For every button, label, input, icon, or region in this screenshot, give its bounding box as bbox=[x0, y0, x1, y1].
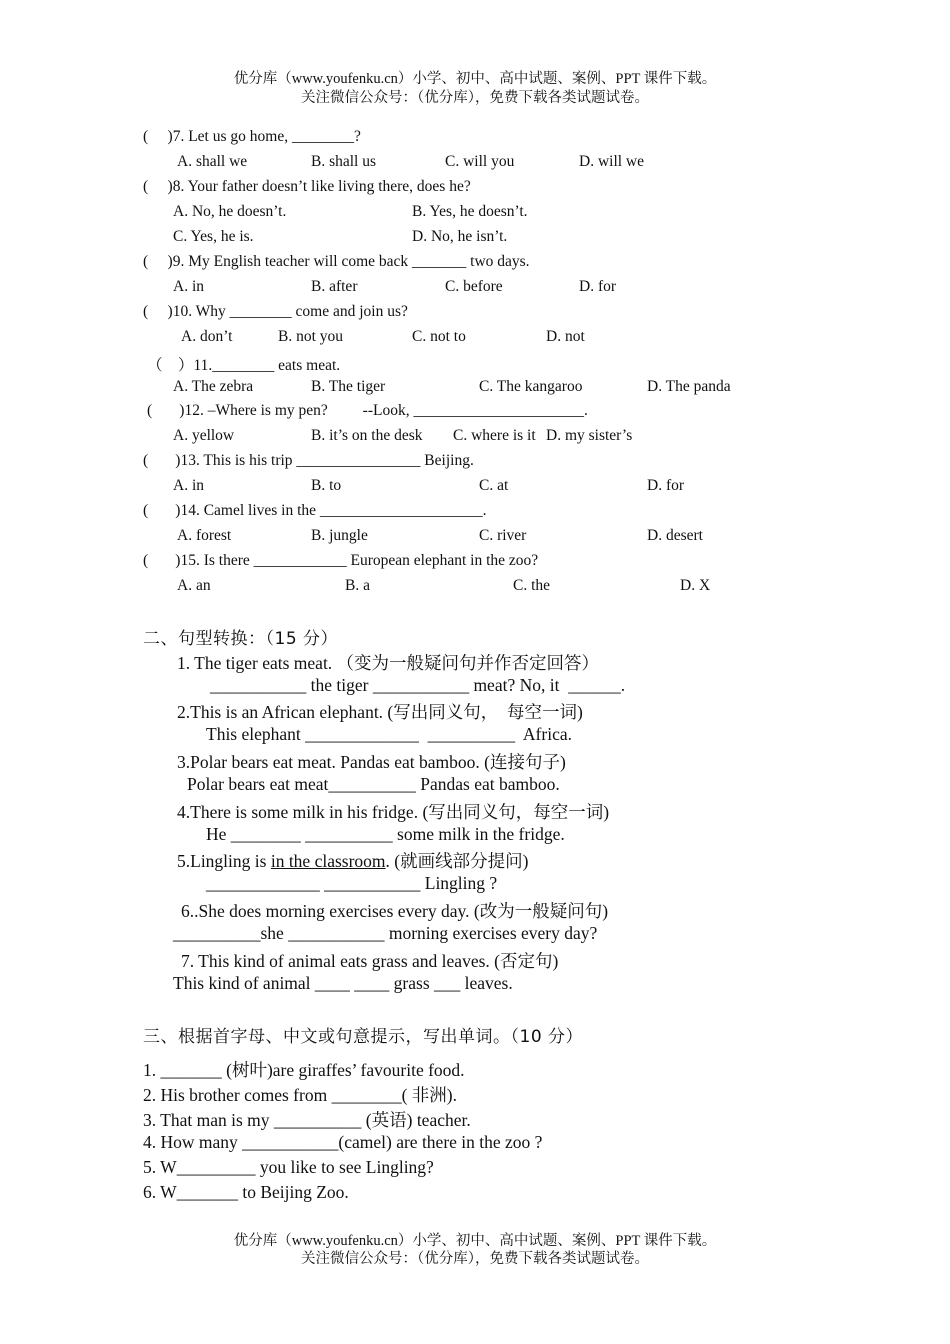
option-c: C. the bbox=[513, 577, 551, 594]
header-line-2: 关注微信公众号：（优分库），免费下载各类试题试卷。 bbox=[301, 90, 649, 106]
transform-answer-2: This elephant _____________ __________ Africa. bbox=[206, 724, 572, 744]
transform-item-7: 7. This kind of animal eats grass and leaves. (否定句) bbox=[181, 951, 559, 971]
footer-line-1: 优分库（www.youfenku.cn）小学、初中、高中试题、案例、PPT 课件下载。 bbox=[233, 1233, 717, 1249]
option-b: B. not you bbox=[278, 328, 344, 345]
option-d: D. desert bbox=[647, 527, 703, 544]
option-b: B. to bbox=[311, 477, 342, 494]
option-c: C. river bbox=[479, 527, 527, 544]
transform-item-5 bbox=[177, 848, 528, 873]
option-c: C. Yes, he is. bbox=[173, 228, 254, 245]
transform-item-1: 1. The tiger eats meat. （变为一般疑问句并作否定回答） bbox=[177, 653, 600, 673]
transform-answer-6: __________she ___________ morning exercises every day? bbox=[173, 923, 598, 943]
question-11: （ ）11.________ eats meat. bbox=[147, 357, 341, 374]
question-10: ( )10. Why ________ come and join us? bbox=[143, 303, 408, 320]
option-b: B. The tiger bbox=[311, 378, 386, 395]
word-item-4: 4. How many ___________(camel) are there in the zoo ? bbox=[143, 1132, 543, 1152]
option-d: D. No, he isn’t. bbox=[412, 228, 508, 245]
section-3-title: 三、根据首字母、中文或句意提示，写出单词。（10 分） bbox=[143, 1027, 584, 1047]
option-a: A. in bbox=[173, 477, 204, 494]
transform-answer-3: Polar bears eat meat__________ Pandas eat bamboo. bbox=[187, 774, 560, 794]
question-15: ( )15. Is there ____________ European elephant in the zoo? bbox=[143, 552, 539, 569]
option-b: B. a bbox=[345, 577, 370, 594]
transform-answer-4: He ________ __________ some milk in the fridge. bbox=[206, 824, 565, 844]
item-5-prefix: 5.Lingling is bbox=[177, 851, 271, 871]
option-c: C. where is it bbox=[453, 427, 536, 444]
option-a: A. forest bbox=[177, 527, 232, 544]
option-d: D. not bbox=[546, 328, 585, 345]
option-c: C. will you bbox=[445, 153, 515, 170]
option-d: D. The panda bbox=[647, 378, 731, 395]
option-b: B. Yes, he doesn’t. bbox=[412, 203, 528, 220]
transform-item-4: 4.There is some milk in his fridge. (写出同义句，每空一词) bbox=[177, 802, 610, 822]
option-a: A. No, he doesn’t. bbox=[173, 203, 287, 220]
question-13: ( )13. This is his trip ________________ Beijing. bbox=[143, 452, 474, 469]
transform-item-2: 2.This is an African elephant. (写出同义句， 每空一词) bbox=[177, 702, 583, 722]
section-2-title: 二、句型转换：（15 分） bbox=[143, 629, 339, 649]
item-5-suffix: . (就画线部分提问) bbox=[385, 851, 529, 871]
question-14: ( )14. Camel lives in the _____________________. bbox=[143, 502, 487, 519]
option-a: A. don’t bbox=[181, 328, 233, 345]
word-item-5: 5. W_________ you like to see Lingling? bbox=[143, 1157, 434, 1177]
option-c: C. The kangaroo bbox=[479, 378, 583, 395]
word-item-1: 1. _______ (树叶)are giraffes’ favourite food. bbox=[143, 1060, 465, 1080]
question-9: ( )9. My English teacher will come back _______ two days. bbox=[143, 253, 530, 270]
word-item-6: 6. W_______ to Beijing Zoo. bbox=[143, 1182, 349, 1202]
option-a: A. an bbox=[177, 577, 211, 594]
question-7: ( )7. Let us go home, ________? bbox=[143, 128, 361, 145]
option-b: B. it’s on the desk bbox=[311, 427, 423, 444]
option-d: D. will we bbox=[579, 153, 645, 170]
option-d: D. my sister’s bbox=[546, 427, 633, 444]
option-b: B. jungle bbox=[311, 527, 368, 544]
option-c: C. not to bbox=[412, 328, 466, 345]
question-12: ( )12. –Where is my pen? --Look, ______________________. bbox=[147, 402, 588, 419]
option-c: C. before bbox=[445, 278, 503, 295]
transform-answer-7: This kind of animal ____ ____ grass ___ leaves. bbox=[173, 973, 513, 993]
header-line-1: 优分库（www.youfenku.cn）小学、初中、高中试题、案例、PPT 课件下载。 bbox=[233, 71, 717, 87]
word-item-2: 2. His brother comes from ________( 非洲). bbox=[143, 1085, 457, 1105]
option-a: A. in bbox=[173, 278, 204, 295]
underlined-phrase: in the classroom bbox=[270, 851, 386, 871]
option-d: D. X bbox=[680, 577, 711, 594]
option-b: B. shall us bbox=[311, 153, 377, 170]
option-a: A. yellow bbox=[173, 427, 235, 444]
option-d: D. for bbox=[579, 278, 617, 295]
option-a: A. The zebra bbox=[173, 378, 254, 395]
transform-answer-5: _____________ ___________ Lingling ? bbox=[206, 873, 498, 893]
transform-item-6: 6..She does morning exercises every day. (改为一般疑问句) bbox=[181, 901, 609, 921]
question-8: ( )8. Your father doesn’t like living there, does he? bbox=[143, 178, 471, 195]
option-b: B. after bbox=[311, 278, 358, 295]
option-a: A. shall we bbox=[177, 153, 248, 170]
transform-item-3: 3.Polar bears eat meat. Pandas eat bamboo. (连接句子) bbox=[177, 752, 566, 772]
option-d: D. for bbox=[647, 477, 685, 494]
footer-line-2: 关注微信公众号：（优分库），免费下载各类试题试卷。 bbox=[301, 1251, 649, 1267]
word-item-3: 3. That man is my __________ (英语) teacher. bbox=[143, 1110, 471, 1130]
transform-answer-1: ___________ the tiger ___________ meat? No, it ______. bbox=[210, 675, 626, 695]
option-c: C. at bbox=[479, 477, 509, 494]
